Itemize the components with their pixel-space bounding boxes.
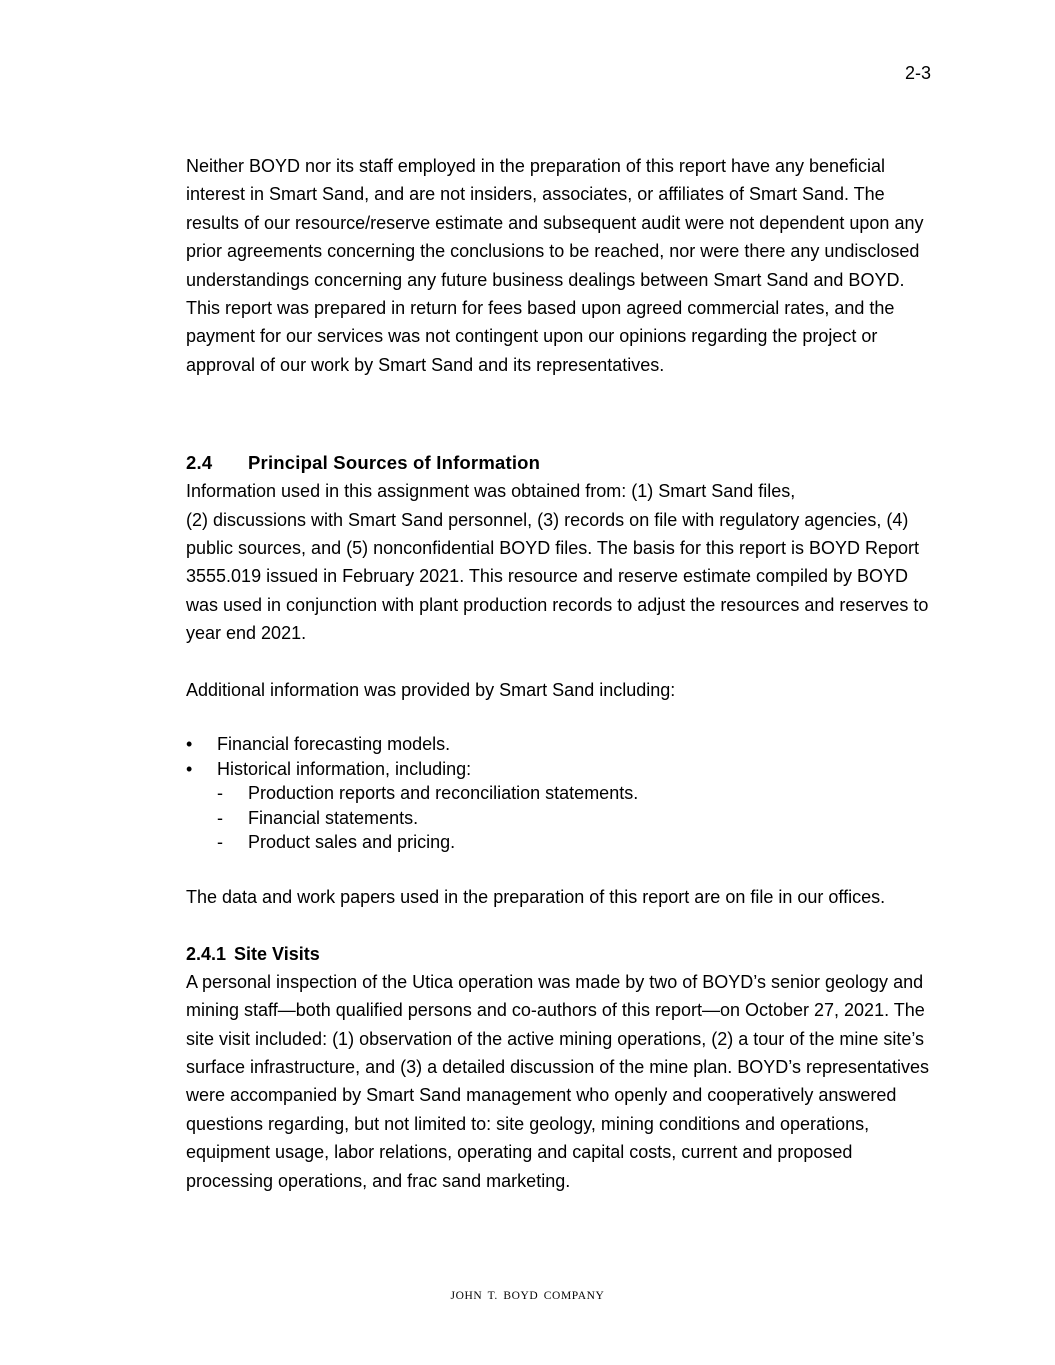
independence-paragraph: Neither BOYD nor its staff employed in the preparation of this report have any beneficial interest in Smart Sand, and are not insiders, associates, or affiliates of Smart Sand. The results of our resource/reserve estimate and subsequent audit were not dependent upon any prior agreements concerning the conclusions to be reached, nor were there any undisclosed understandings concerning any future business dealings between Smart Sand and BOYD. This report was prepared in return for fees based upon agreed commercial rates, and the payment for our services was not contingent upon our opinions regarding the project or approval of our work by Smart Sand and its representatives.: [186, 156, 924, 375]
sublist-item: [217, 781, 936, 806]
page-number: 2-3: [904, 63, 931, 83]
dash-mark: -: [217, 807, 223, 828]
sublist-item: [217, 830, 936, 855]
document-body: [186, 152, 936, 1195]
section-number: 2.4: [186, 452, 213, 474]
historical-info-sublist: [217, 781, 936, 855]
list-item-text: Historical information, including:: [217, 758, 472, 779]
dash-mark: -: [217, 832, 223, 853]
sublist-item-text: Financial statements.: [248, 807, 419, 828]
section-heading-2-4-1: [186, 940, 936, 968]
bullet-mark: •: [186, 758, 193, 779]
additional-info-list: [186, 732, 936, 855]
section-heading-2-4: [186, 449, 936, 477]
sources-paragraph: [186, 477, 936, 647]
sources-intro-line: Information used in this assignment was obtained from: (1) Smart Sand files,: [186, 481, 796, 502]
additional-info-paragraph: Additional information was provided by Smart Sand including:: [186, 680, 676, 701]
sublist-item: [217, 806, 936, 831]
site-visits-paragraph: A personal inspection of the Utica operation was made by two of BOYD’s senior geology and mining staff—both qualified persons and co-authors of this report—on October 27, 2021. The site visit included: (1) observation of the active mining operations, (2) a tour of the mine site’s surface infrastructure, and (3) a detailed discussion of the mine plan. BOYD’s representatives were accompanied by Smart Sand management who openly and cooperatively answered questions regarding, but not limited to: site geology, mining conditions and operations, equipment usage, labor relations, operating and capital costs, current and proposed processing operations, and frac sand marketing.: [186, 971, 930, 1191]
footer-company-name: JOHN T. BOYD COMPANY: [450, 1290, 605, 1302]
list-item: [186, 732, 936, 757]
sublist-item-text: Production reports and reconciliation statements.: [248, 783, 639, 804]
bullet-mark: •: [186, 734, 193, 755]
dash-mark: -: [217, 783, 223, 804]
list-item: [186, 757, 936, 855]
subsection-title: Site Visits: [234, 943, 320, 964]
subsection-number: 2.4.1: [186, 943, 227, 964]
section-title: Principal Sources of Information: [248, 452, 541, 474]
sublist-item-text: Product sales and pricing.: [248, 832, 456, 853]
work-papers-paragraph: The data and work papers used in the preparation of this report are on file in our offices.: [186, 887, 886, 908]
list-item-text: Financial forecasting models.: [217, 734, 451, 755]
sources-intro-rest: (2) discussions with Smart Sand personnel, (3) records on file with regulatory agencies, (4) public sources, and (5) nonconfidential BOYD files. The basis for this report is BOYD Report 3555.019 issued in February 2021. This resource and reserve estimate compiled by BOYD was used in conjunction with plant production records to adjust the resources and reserves to year end 2021.: [186, 509, 929, 644]
